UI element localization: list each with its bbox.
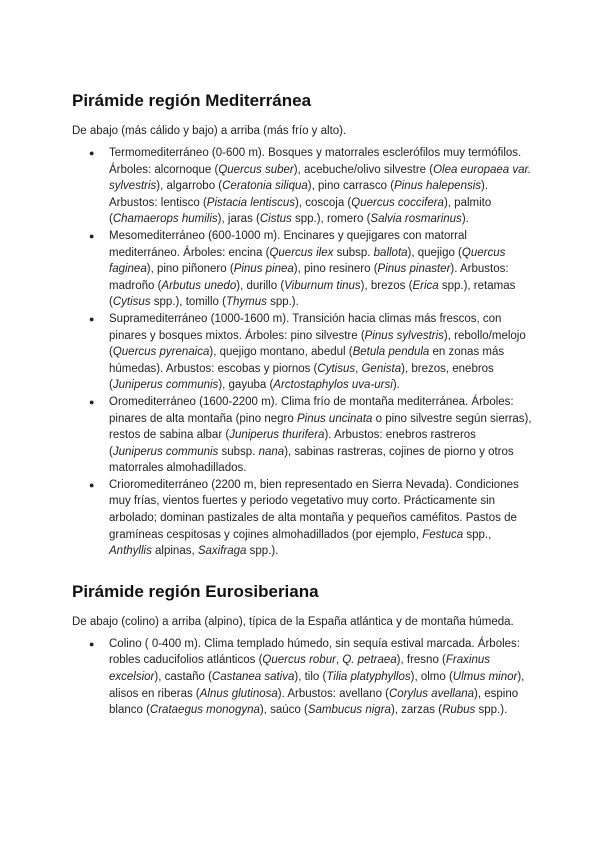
zone-text <box>109 638 524 716</box>
zone-item <box>89 477 532 560</box>
zone-item <box>89 636 532 719</box>
text-run: subsp. <box>333 246 374 259</box>
zone-list <box>72 636 532 719</box>
bullet-icon: ● <box>89 479 95 490</box>
species-name: Castanea sativa <box>211 671 295 684</box>
document-page <box>72 88 532 719</box>
text-run: ), algarrobo ( <box>156 180 223 193</box>
zone-text <box>109 147 531 225</box>
species-name: Betula pendula <box>352 346 430 359</box>
bullet-icon: ● <box>89 230 95 241</box>
species-name: Arctostaphylos uva-ursi <box>273 379 393 392</box>
text-run: ), brezos, enebros ( <box>109 362 494 392</box>
zone-list <box>72 145 532 560</box>
species-name: ballota <box>373 246 408 259</box>
species-name: Quercus ilex <box>269 246 334 259</box>
bullet-icon: ● <box>89 396 95 407</box>
text-run: ), tilo ( <box>294 671 327 684</box>
species-name: Pinus sylvestris <box>364 329 444 342</box>
text-run: ), castaño ( <box>154 671 212 684</box>
species-name: Cistus <box>259 213 292 226</box>
text-run: ). <box>392 379 400 392</box>
text-run: ), pino carrasco ( <box>307 180 395 193</box>
text-run: ), pino piñonero ( <box>146 263 234 276</box>
section-mediterranea <box>72 88 532 560</box>
bullet-icon: ● <box>89 638 95 649</box>
species-name: Pinus uncinata <box>296 412 373 425</box>
species-name: Quercus suber <box>218 163 294 176</box>
text-run: spp.), retamas ( <box>109 279 516 309</box>
text-run: subsp. <box>218 445 259 458</box>
text-run: Supramediterráneo (1000-1600 m). Transición hacia climas más frescos, con pinares y bosques mixtos. Árboles: pino silvestre ( <box>109 312 502 342</box>
species-name: Cytisus <box>112 296 151 309</box>
text-run: alpinas, <box>151 545 198 558</box>
species-name: Juniperus thurifera <box>229 429 325 442</box>
species-name: Quercus pyrenaica <box>112 346 210 359</box>
species-name: Erica <box>412 279 439 292</box>
text-run: ), zarzas ( <box>390 704 443 717</box>
zone-item <box>89 394 532 477</box>
species-name: Anthyllis <box>109 545 152 558</box>
zone-item <box>89 145 532 228</box>
text-run: , <box>355 362 362 375</box>
zone-item <box>89 228 532 311</box>
species-name: Cytisus <box>317 362 356 375</box>
zone-text <box>109 479 519 557</box>
species-name: Sambucus nigra <box>307 704 391 717</box>
text-run: Termomediterráneo (0-600 m). Bosques y matorrales esclerófilos muy termófilos. Árboles: alcornoque ( <box>109 147 522 176</box>
species-name: Festuca <box>422 528 464 541</box>
zone-item <box>89 311 532 394</box>
text-run: ), saúco ( <box>259 704 308 717</box>
species-name: Ceratonia siliqua <box>222 180 308 193</box>
species-name: Juniperus communis <box>112 379 219 392</box>
species-name: Ulmus minor <box>452 671 518 684</box>
section-title: Pirámide región Mediterránea <box>72 91 312 110</box>
text-run: spp.). <box>266 296 299 309</box>
text-run: ), acebuche/olivo silvestre ( <box>293 163 434 176</box>
species-name: Olea europaea var. sylvestris <box>109 163 532 193</box>
text-run: ). <box>461 213 469 226</box>
bullet-icon: ● <box>89 148 95 158</box>
text-run: o pino silvestre según sierras), restos de sabina albar ( <box>109 412 532 442</box>
text-run: ), alisos en riberas ( <box>109 671 525 700</box>
text-run: ), gayuba ( <box>218 379 274 392</box>
text-run: spp.). <box>475 704 508 717</box>
text-run: ). Arbustos: madroño ( <box>109 263 509 292</box>
species-name: Thymus <box>225 296 267 309</box>
text-run: ), pino resinero ( <box>293 263 378 276</box>
species-name: Q. petraea <box>342 654 397 667</box>
text-run: , <box>335 654 343 667</box>
species-name: Chamaerops humilis <box>112 213 218 226</box>
zone-text <box>109 313 526 391</box>
text-run: spp.), romero ( <box>291 213 371 226</box>
species-name: Alnus glutinosa <box>199 687 278 700</box>
bullet-icon: ● <box>89 313 95 324</box>
species-name: Pinus pinaster <box>377 263 451 276</box>
species-name: Pistacia lentiscus <box>206 196 296 209</box>
text-run: ), fresno ( <box>396 654 446 667</box>
text-run: en zonas más húmedas). Arbustos: escobas y piornos ( <box>109 346 505 375</box>
species-name: Juniperus communis <box>112 445 219 458</box>
species-name: Fraxinus excelsior <box>109 654 490 684</box>
species-name: Salvia rosmarinus <box>370 213 462 226</box>
species-name: Rubus <box>442 704 476 717</box>
species-name: nana <box>258 445 285 458</box>
zone-text <box>109 396 532 474</box>
species-name: Corylus avellana <box>389 687 475 700</box>
species-name: Arbutus unedo <box>161 279 237 292</box>
section-intro: De abajo (más cálido y bajo) a arriba (más frío y alto). <box>72 125 347 137</box>
text-run: ), jaras ( <box>217 213 260 226</box>
species-name: Crataegus monogyna <box>149 704 260 717</box>
text-run: ), quejigo montano, abedul ( <box>209 346 353 359</box>
species-name: Quercus faginea <box>109 246 506 276</box>
zone-text <box>109 230 515 308</box>
species-name: Tilia platyphyllos <box>326 671 411 684</box>
species-name: Quercus coccifera <box>351 196 444 209</box>
text-run: Mesomediterráneo (600-1000 m). Encinares y quejigares con matorral mediterráneo. Árboles: encina ( <box>109 229 467 259</box>
text-run: spp.), tomillo ( <box>150 296 226 309</box>
text-run: ). Arbustos: enebros rastreros ( <box>109 429 476 458</box>
text-run: Colino ( 0-400 m). Clima templado húmedo, sin sequía estival marcada. Árboles: robles caducifolios atlánticos ( <box>109 637 520 667</box>
species-name: Quercus robur <box>262 654 336 667</box>
species-name: Pinus pinea <box>233 263 294 276</box>
text-run: Crioromediterráneo (2200 m, bien representado en Sierra Nevada). Condiciones muy frías, vientos fuertes y periodo vegetativo muy corto. Prácticamente sin arbolado; dominan pastizales de alta montaña y pequeños caméfitos. Pastos de gramíneas cespitosas y cojines almohadillados (por ejemplo, <box>109 478 519 541</box>
section-title: Pirámide región Eurosiberiana <box>72 581 319 601</box>
section-eurosiberiana <box>72 579 532 719</box>
species-name: Pinus halepensis <box>394 180 482 193</box>
species-name: Viburnum tinus <box>284 279 361 292</box>
text-run: ), quejigo ( <box>407 246 462 259</box>
text-run: Oromediterráneo (1600-2200 m). Clima frío de montaña mediterránea. Árboles: pinares de alta montaña (pino negro <box>109 395 514 425</box>
text-run: ), coscoja ( <box>295 196 352 209</box>
text-run: ), olmo ( <box>410 671 453 684</box>
text-run: ), sabinas rastreras, cojines de piorno y otros matorrales almohadillados. <box>109 445 514 475</box>
section-intro: De abajo (colino) a arriba (alpino), típica de la España atlántica y de montaña húmeda. <box>72 615 514 628</box>
text-run: ), brezos ( <box>360 279 413 292</box>
text-run: ), palmito ( <box>109 196 492 226</box>
text-run: ), espino blanco ( <box>109 687 519 717</box>
species-name: Saxifraga <box>197 545 247 558</box>
text-run: spp.). <box>246 545 279 558</box>
text-run: ). Arbustos: avellano ( <box>277 687 389 700</box>
text-run: ), rebollo/melojo ( <box>109 329 526 359</box>
text-run: ), durillo ( <box>236 279 285 292</box>
text-run: spp., <box>463 528 492 541</box>
species-name: Genista <box>361 362 402 375</box>
text-run: ). Arbustos: lentisco ( <box>109 180 489 209</box>
